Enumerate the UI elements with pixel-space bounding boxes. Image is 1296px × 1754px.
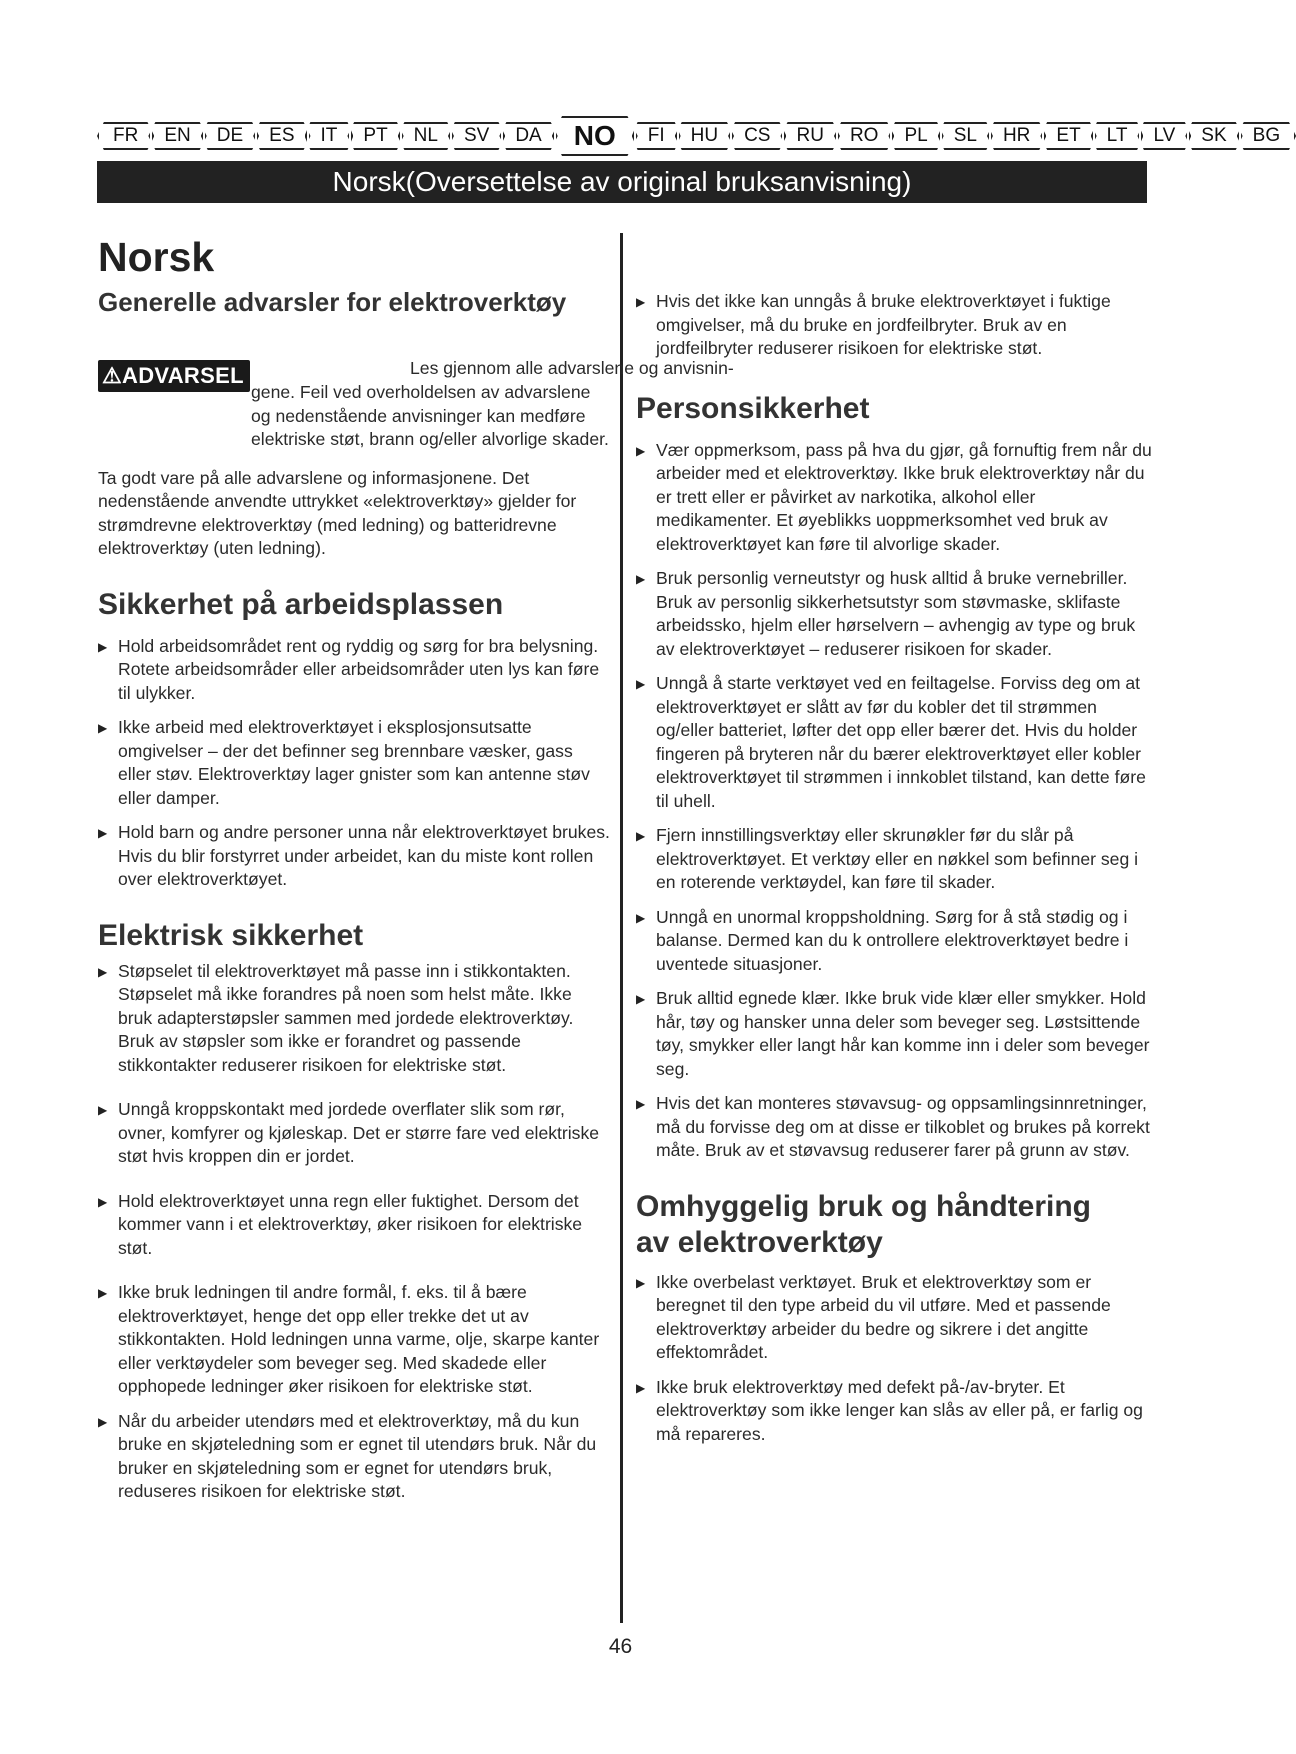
language-tab-sl[interactable]	[938, 122, 993, 150]
careful-use-list	[636, 1271, 1152, 1447]
list-item: ▶ Fjern innstillingsverktøy eller skrunøkler før du slår på elektroverktøyet. Et verktøy eller en nøkkel som befinner seg i en roterende verktøydel, kan føre til skader.	[636, 824, 1152, 895]
language-code: SK	[1201, 125, 1227, 146]
list-item: ▶ Ikke bruk ledningen til andre formål, f. eks. til å bære elektroverktøyet, henge det opp eller trekke det ut av stikkontakten. Hold ledningen unna varme, olje, skarpe kanter eller verktøydeler som beveger seg. Med skadede eller opphopede ledninger øker risikoen for elektriske støt.	[98, 1281, 610, 1399]
language-tab-fi[interactable]	[632, 122, 681, 150]
section-title-careful-use	[636, 1189, 1152, 1261]
language-code: IT	[320, 125, 338, 146]
language-tab-hr[interactable]	[987, 122, 1046, 150]
language-code: SV	[463, 125, 490, 146]
list-item: ▶ Vær oppmerksom, pass på hva du gjør, gå fornuftig frem når du arbeider med et elektroverktøy. Ikke bruk elektroverktøy når du er trett eller er påvirket av narkotika, alkohol eller medikamenter. Et øyeblikks uoppmerksomhet ved bruk av elektroverktøyet kan føre til alvorlige skader.	[636, 439, 1152, 557]
language-code: NL	[413, 125, 438, 146]
list-item: ▶ Hold elektroverktøyet unna regn eller fuktighet. Dersom det kommer vann i et elektroverktøy, øker risikoen for elektriske støt.	[98, 1190, 610, 1261]
page-number: 46	[608, 1635, 633, 1658]
language-tab-en[interactable]	[148, 122, 206, 150]
list-item: ▶ Unngå en unormal kroppsholdning. Sørg for å stå stødig og i balanse. Dermed kan du k ontrollere elektroverktøyet bedre i uventede situasjoner.	[636, 906, 1152, 977]
language-code: NO	[573, 120, 616, 151]
warning-label: ADVARSEL	[122, 363, 244, 388]
language-code: RU	[796, 125, 824, 146]
language-tab-cs[interactable]	[728, 122, 786, 150]
language-code: FI	[647, 125, 665, 146]
language-tab-lv[interactable]	[1137, 122, 1191, 150]
list-item: ▶ Bruk personlig verneutstyr og husk alltid å bruke vernebriller. Bruk av personlig sikkerhetsutstyr som støvmaske, sklifaste arbeidssko, hjelm eller hørselvern – avhengig av type og bruk av elektroverktøyet – reduserer risikoen for skader.	[636, 567, 1152, 661]
language-code: DA	[515, 125, 542, 146]
language-tab-it[interactable]	[305, 122, 354, 150]
language-tab-sv[interactable]	[448, 122, 505, 150]
electrical-list	[98, 960, 610, 1504]
language-tab-hu[interactable]	[675, 122, 734, 150]
language-code: LT	[1106, 125, 1128, 146]
language-tab-de[interactable]	[201, 122, 259, 150]
language-tab-et[interactable]	[1040, 122, 1096, 150]
list-item: ▶ Støpselet til elektroverktøyet må passe inn i stikkontakten. Støpselet må ikke forandres på noen som helst måte. Ikke bruk adapterstøpsler sammen med jordede elektroverktøy. Bruk av støpsler som ikke er forandret og passende stikkontakter reduserer risikoen for elektriske støt.	[98, 960, 610, 1078]
language-code: PT	[363, 125, 388, 146]
list-item: ▶ Ikke overbelast verktøyet. Bruk et elektroverktøy som er beregnet til den type arbeid du vil utføre. Med et passende elektroverktøy arbeider du bedre og sikrere i det angitte effektområdet.	[636, 1271, 1152, 1365]
moisture-list	[636, 290, 1152, 361]
language-code: ET	[1056, 125, 1081, 146]
language-tab-sk[interactable]	[1185, 122, 1242, 150]
personal-safety-list	[636, 439, 1152, 1163]
language-tab-es[interactable]	[253, 122, 310, 150]
language-tab-lt[interactable]	[1091, 122, 1144, 150]
list-item: ▶ Når du arbeider utendørs med et elektroverktøy, må du kun bruke en skjøteledning som er egnet til utendørs bruk. Når du bruker en skjøteledning som er egnet for utendørs bruk, reduseres risikoen for elektriske støt.	[98, 1410, 610, 1504]
language-tab-ro[interactable]	[834, 122, 895, 150]
language-tab-ru[interactable]	[780, 122, 839, 150]
page-title: Norsk	[98, 234, 215, 280]
language-tab-fr[interactable]	[97, 122, 154, 150]
section-title-electrical: Elektrisk sikkerhet	[98, 918, 364, 952]
language-code: BG	[1252, 125, 1281, 146]
language-tab-nl[interactable]	[398, 122, 454, 150]
warning-triangle-icon: ⚠	[102, 363, 123, 388]
list-item: ▶ Unngå å starte verktøyet ved en feiltagelse. Forviss deg om at elektroverktøyet er slått av før du kobler det til strømmen og/eller batteriet, løfter det opp eller bærer det. Hvis du holder fingeren på bryteren når du bærer elektroverktøyet eller kobler elektroverktøyet til strømmen i innkoblet tilstand, kan dette føre til uhell.	[636, 672, 1152, 813]
language-selector	[97, 114, 1281, 158]
language-code: SL	[953, 125, 977, 146]
list-item: ▶ Hvis det ikke kan unngås å bruke elektroverktøyet i fuktige omgivelser, må du bruke en jordfeilbryter. Bruk av en jordfeilbryter reduserer risikoen for elektriske støt.	[636, 290, 1152, 361]
warning-block	[98, 358, 734, 452]
language-code: DE	[216, 125, 244, 146]
list-item: ▶ Unngå kroppskontakt med jordede overflater slik som rør, ovner, komfyrer og kjøleskap. Det er større fare ved elektriske støt hvis kroppen din er jordet.	[98, 1098, 610, 1169]
column-divider	[620, 233, 623, 1623]
warning-badge	[98, 360, 250, 392]
list-item: ▶ Hold arbeidsområdet rent og ryddig og sørg for bra belysning. Rotete arbeidsområder eller arbeidsområder uten lys kan føre til ulykker.	[98, 635, 610, 706]
page-banner: Norsk(Oversettelse av original bruksanvisning)	[97, 161, 1147, 203]
list-item: ▶ Bruk alltid egnede klær. Ikke bruk vide klær eller smykker. Hold hår, tøy og hansker unna deler som beveger seg. Løstsittende tøy, smykker eller langt hår kan komme inn i deler som beveger seg.	[636, 987, 1152, 1081]
intro-paragraph: Ta godt vare på alle advarslene og informasjonene. Det nedenstående anvendte uttrykket «elektroverktøy» gjelder for strømdrevne elektroverktøy (med ledning) og batteridrevne elektroverktøy (uten ledning).	[98, 467, 577, 558]
list-item: ▶ Hvis det kan monteres støvavsug- og oppsamlingsinnretninger, må du forvisse deg om at disse er tilkoblet og brukes på korrekt måte. Bruk av et støvavsug reduserer farer på grunn av støv.	[636, 1092, 1152, 1163]
section-title-personal-safety: Personsikkerhet	[636, 391, 870, 425]
language-tab-pl[interactable]	[888, 122, 943, 150]
workplace-list	[98, 635, 610, 892]
language-tab-bg[interactable]	[1237, 122, 1296, 150]
section-title-line: Omhyggelig bruk og håndtering	[636, 1189, 1092, 1223]
language-tab-no[interactable]	[552, 116, 638, 156]
list-item: ▶ Hold barn og andre personer unna når elektroverktøyet brukes. Hvis du blir forstyrret under arbeidet, kan du miste kont rollen over elektroverktøyet.	[98, 821, 610, 892]
language-code: CS	[744, 125, 771, 146]
language-code: HR	[1002, 125, 1031, 146]
list-item: ▶ Ikke arbeid med elektroverktøyet i eksplosjonsutsatte omgivelser – der det befinner seg brennbare væsker, gass eller støv. Elektroverktøy lager gnister som kan antenne støv eller damper.	[98, 716, 610, 810]
section-title-workplace: Sikkerhet på arbeidsplassen	[98, 587, 504, 621]
left-column	[98, 228, 734, 1504]
list-item: ▶ Ikke bruk elektroverktøy med defekt på-/av-bryter. Et elektroverktøy som ikke lenger kan slås av eller på, er farlig og må repareres.	[636, 1376, 1152, 1447]
warning-text: gene. Feil ved overholdelsen av advarslene og nedenstående anvisninger kan medføre elektriske støt, brann og/eller alvorlige skader.	[251, 382, 609, 449]
language-code: ES	[269, 125, 295, 146]
language-code: HU	[690, 125, 719, 146]
language-tab-pt[interactable]	[347, 122, 403, 150]
language-code: FR	[113, 125, 139, 146]
language-code: PL	[904, 125, 928, 146]
language-code: RO	[849, 125, 879, 146]
right-column	[636, 290, 1152, 1446]
section-title-line: av elektroverktøy	[636, 1225, 883, 1259]
section-subtitle: Generelle advarsler for elektroverktøy	[98, 287, 567, 317]
warning-text-first: Les gjennom alle advarslene og anvisnin-	[410, 358, 734, 378]
language-code: EN	[164, 125, 191, 146]
language-code: LV	[1153, 125, 1176, 146]
language-tab-da[interactable]	[499, 122, 557, 150]
